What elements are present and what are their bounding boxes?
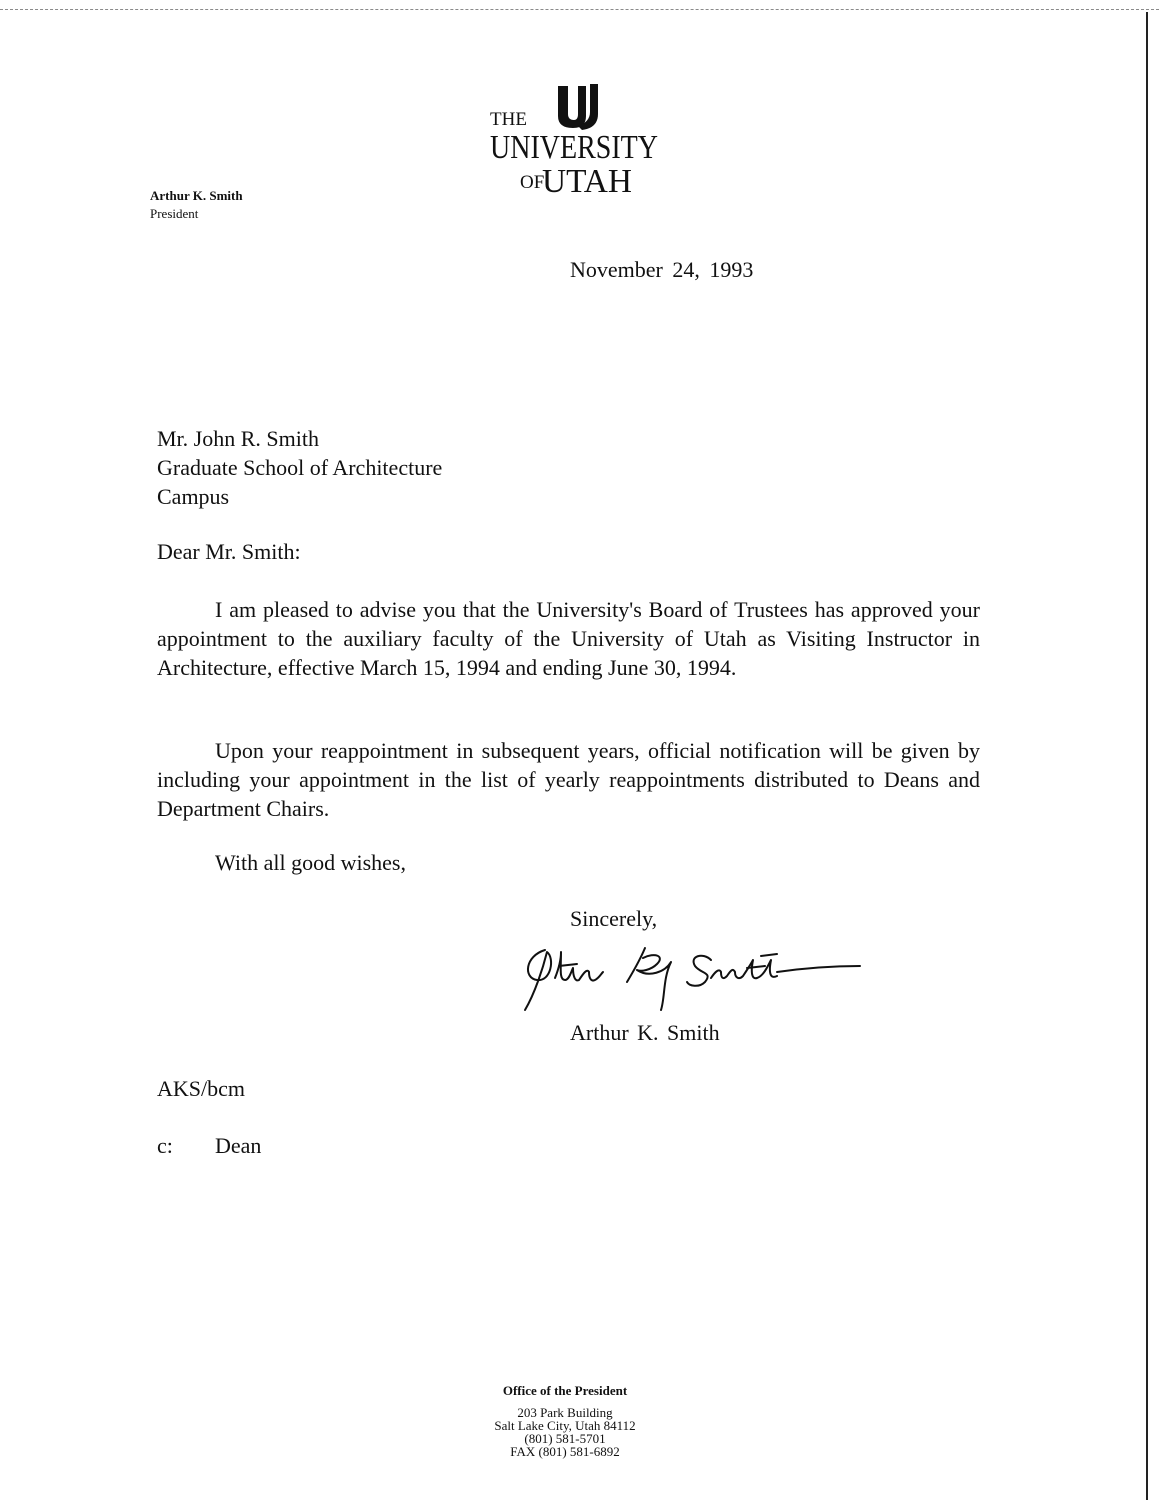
typist-initials: AKS/bcm [157, 1076, 245, 1101]
footer-address-line-1: 203 Park Building [517, 1405, 613, 1420]
recipient-department: Graduate School of Architecture [157, 455, 443, 480]
sender-title: President [150, 206, 199, 221]
page-right-edge [1146, 12, 1148, 1500]
sender-block [150, 187, 243, 223]
cc-recipient: Dean [215, 1133, 262, 1158]
body-paragraph-1-text: I am pleased to advise you that the University's Board of Trustees has approved your appointment to the auxiliary faculty of the University of Utah as Visiting Instructor in Architecture, effective March 15, 1994 and ending June 30, 1994. [157, 597, 980, 680]
logo-the-text: THE [490, 109, 527, 130]
sender-name: Arthur K. Smith [150, 188, 243, 203]
logo-university-text: UNIVERSITY [490, 129, 658, 166]
letterhead-footer [440, 1384, 690, 1458]
salutation: Dear Mr. Smith: [157, 539, 301, 564]
recipient-location: Campus [157, 484, 230, 509]
page-top-edge [0, 9, 1159, 10]
footer-address-line-2: Salt Lake City, Utah 84112 [494, 1418, 636, 1433]
closing-line: With all good wishes, [215, 850, 406, 875]
body-paragraph-1 [157, 595, 980, 682]
logo-utah-text: UTAH [542, 163, 632, 200]
letter-date: November 24, 1993 [570, 257, 754, 282]
recipient-address [157, 424, 442, 511]
footer-phone: (801) 581-5701 [524, 1431, 606, 1446]
recipient-name: Mr. John R. Smith [157, 426, 319, 451]
logo-of-text: OF [520, 172, 545, 193]
cc-label: c: [157, 1133, 173, 1158]
footer-office: Office of the President [502, 1383, 628, 1398]
handwritten-signature [515, 938, 865, 1018]
signatory-name: Arthur K. Smith [570, 1020, 720, 1045]
footer-fax: FAX (801) 581-6892 [510, 1444, 620, 1459]
body-paragraph-2 [157, 736, 980, 823]
body-paragraph-2-text: Upon your reappointment in subsequent years, official notification will be given by including your appointment in the list of yearly reappointments distributed to Deans and Department Chairs. [157, 738, 980, 821]
university-logo [478, 80, 668, 200]
signoff: Sincerely, [570, 906, 658, 931]
